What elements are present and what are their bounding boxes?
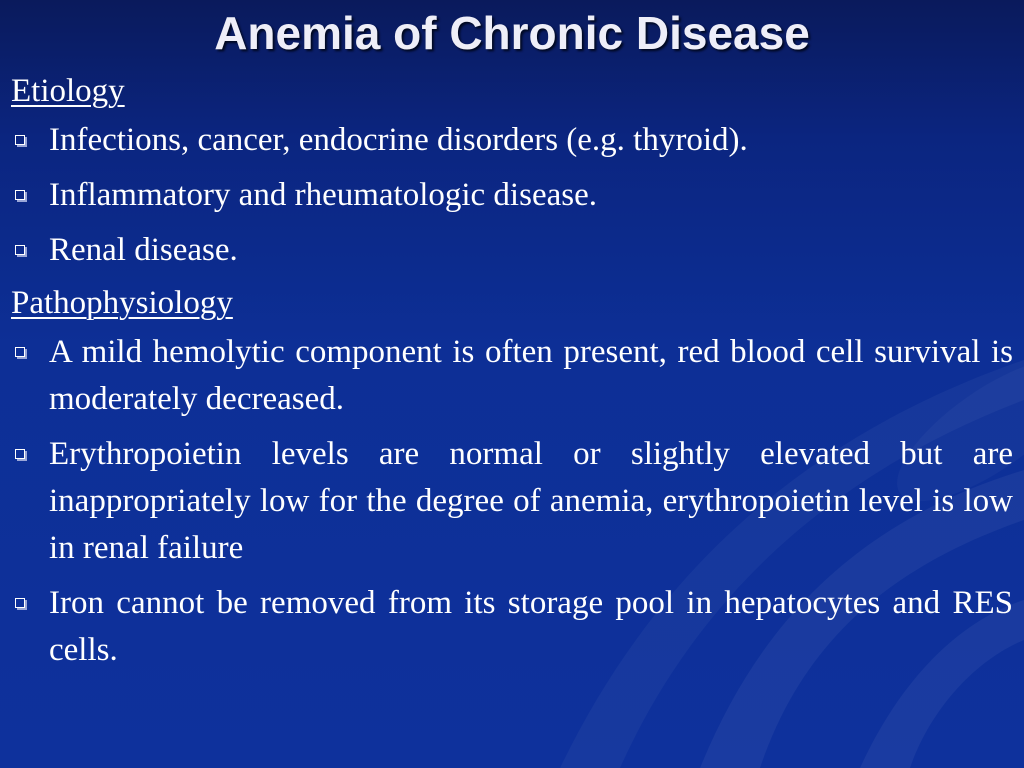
section-heading-etiology: Etiology: [11, 73, 125, 109]
bullet-text: Infections, cancer, endocrine disorders (e.g. thyroid).: [49, 122, 748, 158]
bullet-text: Inflammatory and rheumatologic disease.: [49, 177, 597, 213]
bullet-text: Renal disease.: [49, 232, 238, 268]
bullet-text: Iron cannot be removed from its storage pool in hepatocytes and RES cells.: [49, 585, 1013, 668]
slide-title: Anemia of Chronic Disease: [214, 7, 810, 59]
bullet-item: [11, 580, 1013, 674]
bullet-item: [11, 329, 1013, 423]
section-heading-pathophysiology: Pathophysiology: [11, 285, 233, 321]
slide-content: [11, 70, 1013, 682]
hollow-square-bullet-icon: [15, 190, 25, 200]
bullet-text: Erythropoietin levels are normal or slightly elevated but are inappropriately low for the degree of anemia, erythropoietin level is low in renal failure: [49, 436, 1013, 566]
bullet-item: [11, 172, 1013, 219]
bullet-item: [11, 431, 1013, 572]
bullet-item: [11, 227, 1013, 274]
hollow-square-bullet-icon: [15, 449, 25, 459]
hollow-square-bullet-icon: [15, 347, 25, 357]
bullet-item: [11, 117, 1013, 164]
bullet-text: A mild hemolytic component is often present, red blood cell survival is moderately decreased.: [49, 334, 1013, 417]
hollow-square-bullet-icon: [15, 245, 25, 255]
hollow-square-bullet-icon: [15, 598, 25, 608]
hollow-square-bullet-icon: [15, 135, 25, 145]
